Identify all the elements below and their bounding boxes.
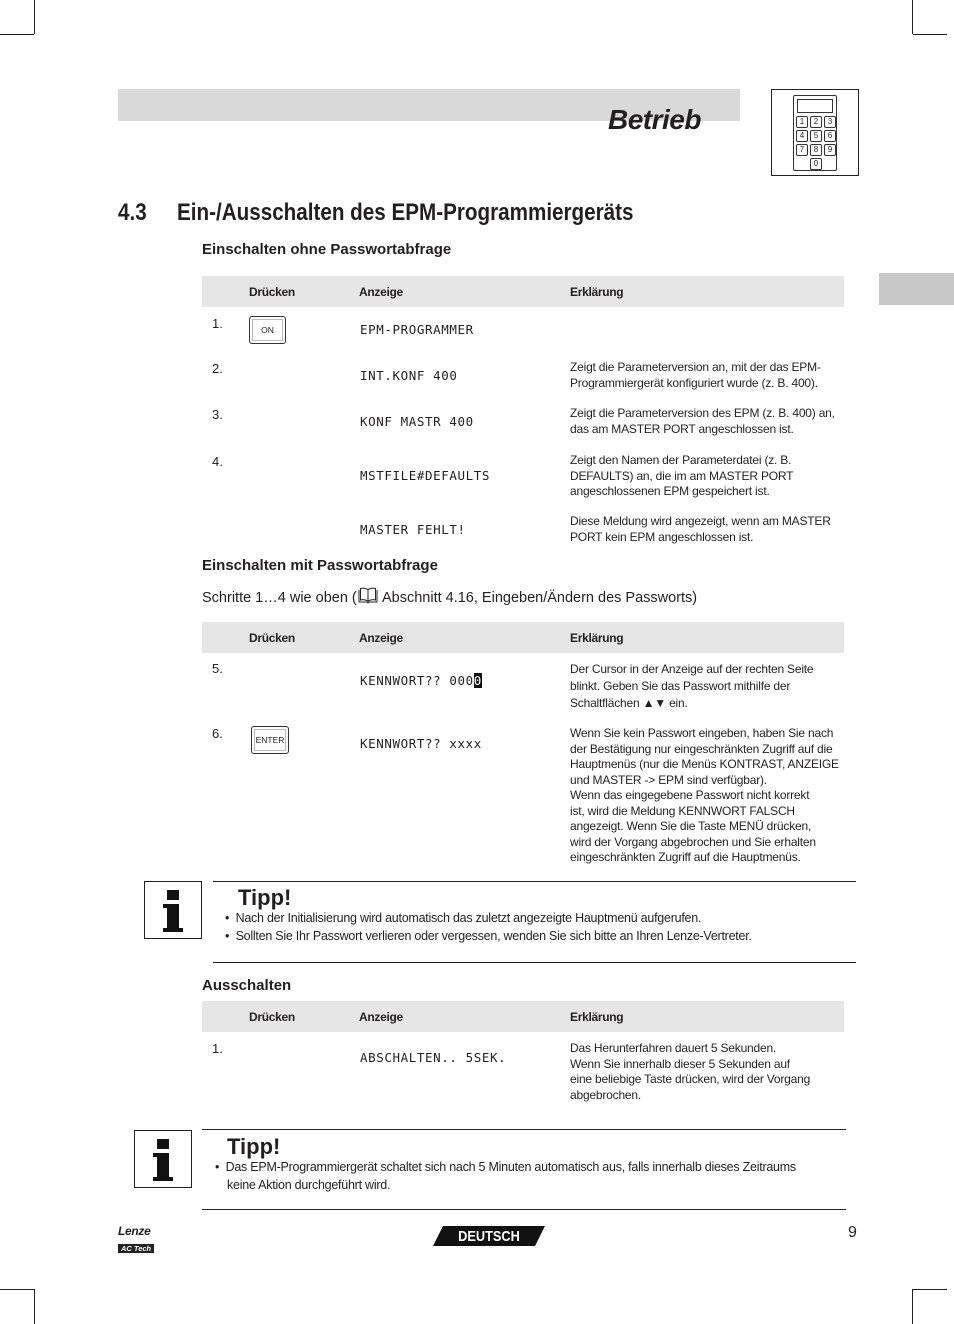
step-number: 3. [212, 407, 223, 422]
step-number: 1. [212, 316, 223, 331]
language-badge: DEUTSCH [433, 1226, 545, 1246]
crop-mark [912, 1289, 913, 1324]
tip-divider [202, 1129, 846, 1130]
book-icon [358, 587, 378, 608]
keypad-key: 5 [810, 130, 822, 142]
display-text: ABSCHALTEN.. 5SEK. [360, 1050, 507, 1065]
display-text: KENNWORT?? xxxx [360, 736, 482, 751]
step-number: 5. [212, 661, 223, 676]
chapter-title: Ein-/Ausschalten des EPM-Programmiergeräts [177, 199, 634, 226]
keypad-key: 8 [810, 144, 822, 156]
explanation-text: Wenn Sie kein Passwort eingeben, haben Sie nach der Bestätigung nur eingeschränkten Zugriff auf die Hauptmenüs (nur die Menüs KONTRAST, ANZEIGE und MASTER -> EPM sind verfügbar). Wenn das eingegebene Passwort nicht korrekt ist, wird die Meldung KENNWORT FALSCH angezeigt. Wenn Sie die Taste MENÜ drücken, wird der Vorgang abgebrochen und Sie erhalten eingeschränkten Zugriff auf die Hauptmenüs. [570, 726, 839, 864]
on-key: ON [249, 316, 286, 344]
keypad-key: 6 [824, 130, 836, 142]
explanation-text: Der Cursor in der Anzeige auf der rechten Seite blinkt. Geben Sie das Passwort mithilfe der Schaltflächen ▲▼ ein. [570, 662, 814, 710]
column-header-display: Anzeige [359, 1010, 403, 1024]
column-header-explanation: Erklärung [570, 285, 624, 299]
tip-title: Tipp! [227, 1134, 281, 1159]
explanation-text: Zeigt die Parameterversion an, mit der das EPM- Programmiergerät konfiguriert wurde (z. B. 400). [570, 360, 821, 390]
tip-item: • Nach der Initialisierung wird automatisch das zuletzt angezeigte Hauptmenü aufgerufen. [225, 911, 702, 925]
column-header-display: Anzeige [359, 631, 403, 645]
column-header-press: Drücken [249, 285, 295, 299]
table-header [202, 622, 844, 653]
step-number: 1. [212, 1041, 223, 1056]
info-icon [134, 1130, 192, 1188]
crop-mark [913, 34, 947, 35]
column-header-press: Drücken [249, 631, 295, 645]
page-number: 9 [848, 1224, 857, 1241]
crop-mark [913, 1289, 947, 1290]
keypad-icon [771, 89, 859, 176]
explanation-text: Das Herunterfahren dauert 5 Sekunden. Wenn Sie innerhalb dieser 5 Sekunden auf eine beliebige Taste drücken, wird der Vorgang abgebrochen. [570, 1041, 811, 1102]
crop-mark [0, 1289, 34, 1290]
crop-mark [34, 1289, 35, 1324]
enter-key: ENTER [251, 726, 289, 754]
section-intro: Schritte 1…4 wie oben ( Abschnitt 4.16, Eingeben/Ändern des Passworts) [202, 587, 697, 608]
step-number: 6. [212, 726, 223, 741]
tip-divider [202, 1209, 846, 1210]
section-heading: Ausschalten [202, 977, 292, 994]
section-heading: Einschalten mit Passwortabfrage [202, 557, 438, 574]
column-header-display: Anzeige [359, 285, 403, 299]
keypad-key: 1 [796, 116, 808, 128]
chapter-number: 4.3 [118, 199, 147, 226]
display-text: MASTER FEHLT! [360, 522, 466, 537]
tip-title: Tipp! [238, 885, 292, 910]
section-title: Betrieb [608, 104, 701, 135]
tip-item: • Sollten Sie Ihr Passwort verlieren oder vergessen, wenden Sie sich bitte an Ihren Lenze-Vertreter. [225, 929, 752, 943]
keypad-key: 3 [824, 116, 836, 128]
tip-item: keine Aktion durchgeführt wird. [227, 1178, 391, 1192]
keypad-key: 7 [796, 144, 808, 156]
crop-mark [34, 0, 35, 34]
keypad-key: 0 [810, 158, 822, 170]
explanation-text: Zeigt den Namen der Parameterdatei (z. B. DEFAULTS) an, die im am MASTER PORT angeschlossenen EPM gespeichert ist. [570, 453, 794, 498]
table-header [202, 1001, 844, 1032]
display-cursor: 0 [473, 673, 482, 688]
table-header [202, 276, 844, 307]
display-text: KONF MASTR 400 [360, 414, 474, 429]
keypad-key: 9 [824, 144, 836, 156]
explanation-text: Zeigt die Parameterversion des EPM (z. B. 400) an, das am MASTER PORT angeschlossen ist. [570, 406, 835, 436]
crop-mark [912, 0, 913, 34]
keypad-key: 4 [796, 130, 808, 142]
step-number: 2. [212, 361, 223, 376]
info-icon [144, 881, 202, 939]
column-header-explanation: Erklärung [570, 1010, 624, 1024]
tip-divider [213, 962, 856, 963]
display-text: KENNWORT?? 0000 [360, 673, 482, 688]
brand-logo: Lenze AC Tech [118, 1225, 154, 1256]
column-header-explanation: Erklärung [570, 631, 624, 645]
display-text: EPM-PROGRAMMER [360, 322, 474, 337]
display-text: MSTFILE#DEFAULTS [360, 468, 491, 483]
section-heading: Einschalten ohne Passwortabfrage [202, 241, 452, 258]
keypad-key: 2 [810, 116, 822, 128]
step-number: 4. [212, 454, 223, 469]
column-header-press: Drücken [249, 1010, 295, 1024]
chapter-tab [879, 273, 954, 305]
crop-mark [0, 34, 34, 35]
display-text: INT.KONF 400 [360, 368, 458, 383]
explanation-text: Diese Meldung wird angezeigt, wenn am MASTER PORT kein EPM angeschlossen ist. [570, 514, 831, 544]
tip-item: • Das EPM-Programmiergerät schaltet sich nach 5 Minuten automatisch aus, falls innerhalb dieses Zeitraums [215, 1160, 796, 1174]
tip-divider [213, 881, 856, 882]
